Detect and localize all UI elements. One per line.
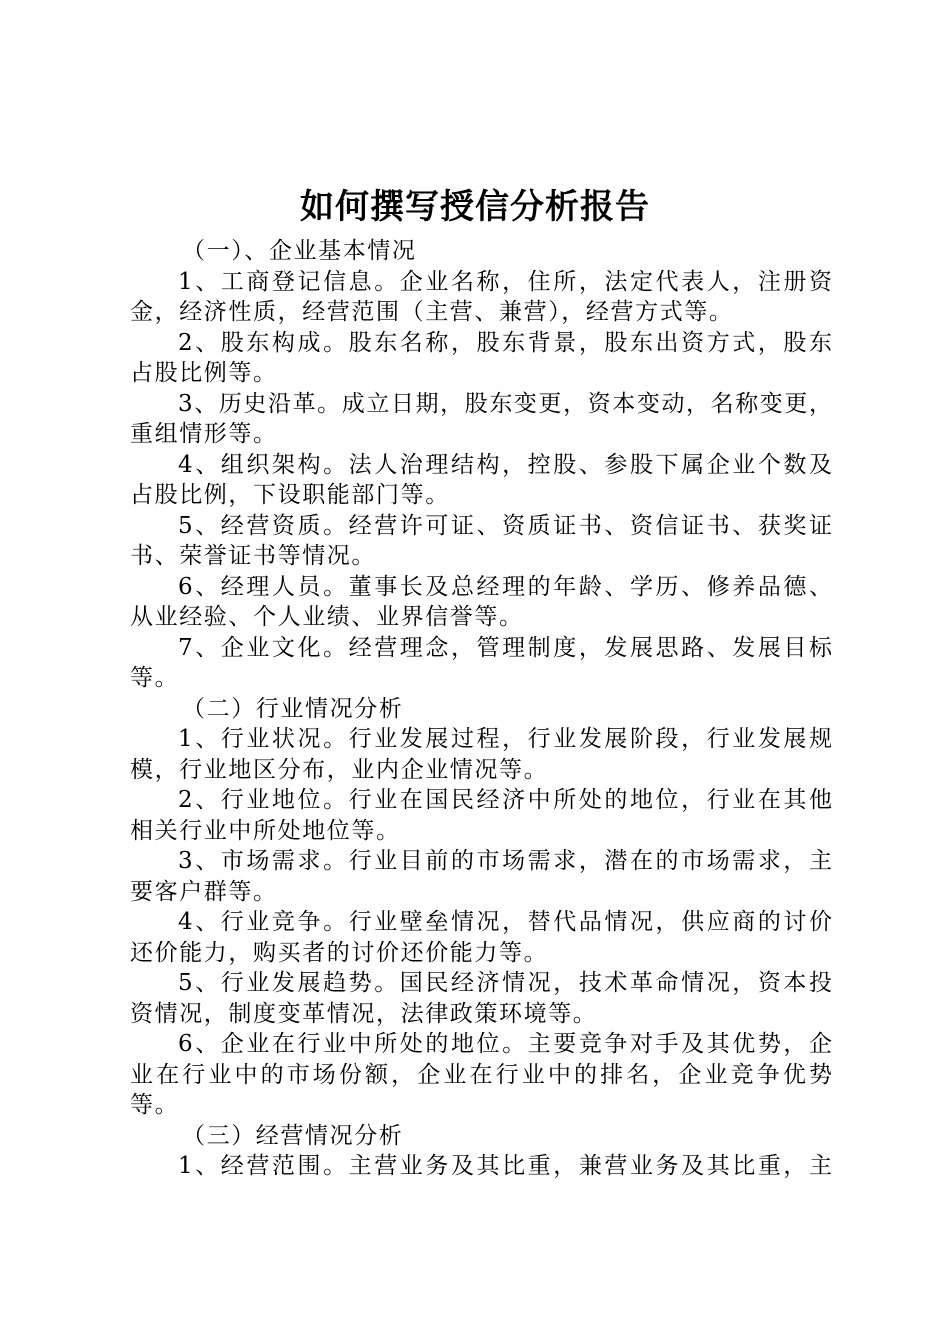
document-body	[130, 236, 832, 1182]
text-line: 业在行业中的市场份额，企业在行业中的排名，企业竞争优势	[130, 1061, 832, 1088]
document-title: 如何撰写授信分析报告	[300, 187, 650, 227]
text-line: 1、行业状况。行业发展过程，行业发展阶段，行业发展规	[178, 726, 832, 752]
text-line: 占股比例等。	[130, 360, 278, 386]
text-line: 模，行业地区分布，业内企业情况等。	[130, 756, 549, 783]
text-line: 4、组织架构。法人治理结构，控股、参股下属企业个数及	[178, 451, 832, 478]
text-line: 等。	[130, 665, 180, 691]
text-line: 6、经理人员。董事长及总经理的年龄、学历、修养品德、	[178, 573, 832, 600]
text-line: 相关行业中所处地位等。	[130, 817, 401, 844]
text-line: 重组情形等。	[130, 421, 278, 447]
text-line: 书、荣誉证书等情况。	[130, 543, 376, 569]
text-line: 还价能力，购买者的讨价还价能力等。	[130, 939, 549, 966]
text-line: 等。	[130, 1092, 180, 1118]
text-line: 5、经营资质。经营许可证、资质证书、资信证书、获奖证	[178, 512, 832, 539]
text-line: 要客户群等。	[130, 878, 278, 905]
text-line: 6、企业在行业中所处的地位。主要竞争对手及其优势，企	[178, 1031, 832, 1057]
text-line: 从业经验、个人业绩、业界信誉等。	[130, 604, 524, 630]
section-heading: （二）行业情况分析	[182, 695, 404, 722]
text-line: 3、市场需求。行业目前的市场需求，潜在的市场需求，主	[178, 848, 832, 874]
text-line: 2、行业地位。行业在国民经济中所处的地位，行业在其他	[178, 787, 832, 813]
text-line: 金，经济性质，经营范围（主营、兼营），经营方式等。	[130, 299, 734, 325]
text-line: 4、行业竞争。行业壁垒情况，替代品情况，供应商的讨价	[178, 909, 832, 935]
text-line: 1、工商登记信息。企业名称，住所，法定代表人，注册资	[178, 268, 832, 295]
text-line: 占股比例，下设职能部门等。	[130, 482, 450, 508]
text-line: 1、经营范围。主营业务及其比重，兼营业务及其比重，主	[178, 1153, 832, 1179]
section-heading: （一）、企业基本情况	[182, 238, 417, 264]
text-line: 3、历史沿革。成立日期，股东变更，资本变动，名称变更，	[178, 390, 832, 417]
text-line: 7、企业文化。经营理念，管理制度，发展思路、发展目标	[178, 634, 832, 661]
text-line: 5、行业发展趋势。国民经济情况，技术革命情况，资本投	[178, 970, 832, 996]
text-line: 资情况，制度变革情况，法律政策环境等。	[130, 1000, 598, 1027]
section-heading: （三）经营情况分析	[182, 1122, 404, 1149]
text-line: 2、股东构成。股东名称，股东背景，股东出资方式，股东	[178, 329, 832, 356]
